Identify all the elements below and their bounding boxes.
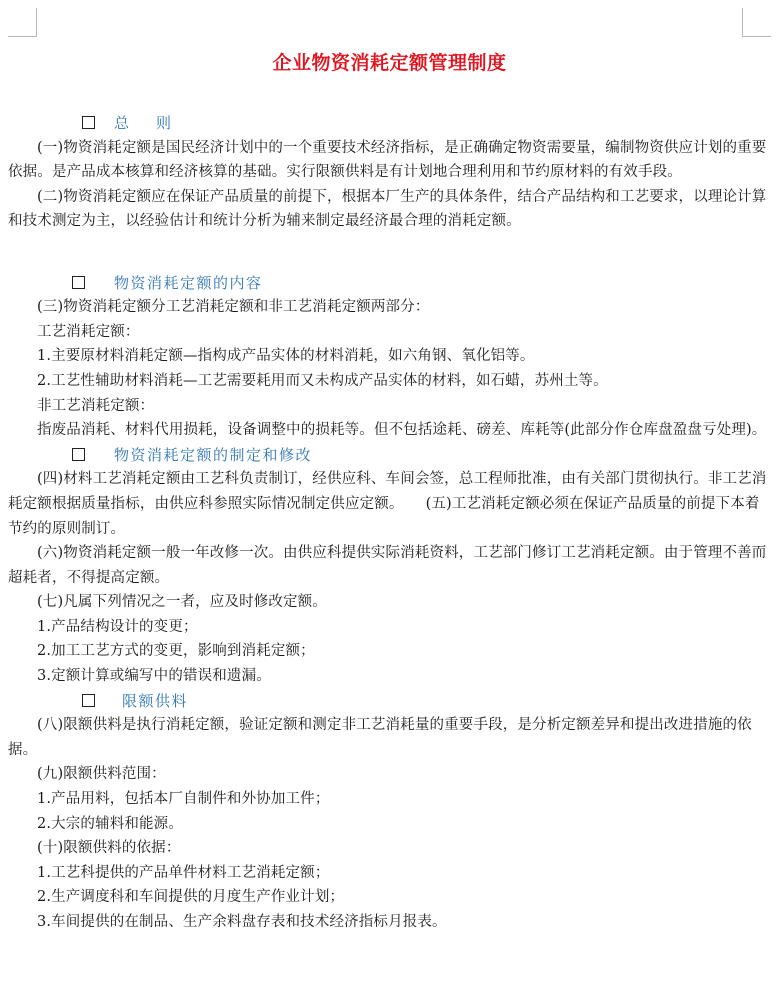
section-heading-text: 物资消耗定额的内容 xyxy=(114,273,263,292)
checkbox-icon xyxy=(72,276,85,289)
checkbox-icon xyxy=(82,694,95,707)
section-heading-content xyxy=(8,271,768,296)
paragraph-2: (二)物资消耗定额应在保证产品质量的前提下，根据本厂生产的具体条件，结合产品结构和工艺要求，以理论计算和技术测定为主，以经验估计和统计分析为辅来制定最经济最合理的消耗定额。 xyxy=(8,188,767,230)
paragraph-3: (三)物资消耗定额分工艺消耗定额和非工艺消耗定额两部分： xyxy=(37,299,430,316)
document-body xyxy=(8,111,768,935)
basis-item-3: 3.车间提供的在制品、生产余料盘存表和技术经济指标月报表。 xyxy=(37,914,447,930)
craft-label: 工艺消耗定额： xyxy=(37,323,140,340)
revise-item-3: 3.定额计算或编写中的错误和遗漏。 xyxy=(37,668,271,685)
section-heading-text: 总 则 xyxy=(114,114,178,132)
section-heading-text: 限额供料 xyxy=(122,691,189,710)
paragraph-10: (十)限额供料的依据： xyxy=(37,840,181,857)
basis-item-1: 1.工艺科提供的产品单件材料工艺消耗定额； xyxy=(37,864,330,881)
noncraft-label: 非工艺消耗定额： xyxy=(37,397,155,414)
document-title: 企业物资消耗定额管理制度 xyxy=(272,52,507,74)
section-heading-text: 物资消耗定额的制定和修改 xyxy=(114,445,313,464)
paragraph-7: (七)凡属下列情况之一者，应及时修改定额。 xyxy=(37,594,327,611)
checkbox-icon xyxy=(82,116,95,129)
revise-item-2: 2.加工工艺方式的变更，影响到消耗定额； xyxy=(37,643,315,660)
paragraph-4: (四)材料工艺消耗定额由工艺科负责制订，经供应科、车间会签，总工程师批准，由有关部门贯彻执行。非工艺消耗定额根据质量指标，由供应科参照实际情况制定供应定额。 (五)工艺消耗定额必须在保证产品质量的前提下本着节约的原则制订。 xyxy=(8,471,767,537)
page-corner-mark-top-right xyxy=(742,8,771,37)
craft-item-2: 2.工艺性辅助材料消耗—工艺需要耗用而又未构成产品实体的材料，如石蜡，苏州土等。 xyxy=(37,372,608,389)
paragraph-8: (八)限额供料是执行消耗定额，验证定额和测定非工艺消耗量的重要手段，是分析定额差异和提出改进措施的依据。 xyxy=(8,717,752,758)
section-heading-making xyxy=(8,443,768,468)
noncraft-text: 指废品消耗、材料代用损耗，设备调整中的损耗等。但不包括途耗、磅差、库耗等(此部分作仓库盘盈盘亏处理)。 xyxy=(37,422,767,439)
checkbox-icon xyxy=(72,448,85,461)
scope-item-2: 2.大宗的辅料和能源。 xyxy=(37,815,183,832)
basis-item-2: 2.生产调度科和车间提供的月度生产作业计划； xyxy=(37,889,345,906)
paragraph-1: (一)物资消耗定额是国民经济计划中的一个重要技术经济指标，是正确确定物资需要量，编制物资供应计划的重要依据。是产品成本核算和经济核算的基础。实行限额供料是有计划地合理利用和节约原材料的有效手段。 xyxy=(8,139,767,181)
scope-item-1: 1.产品用料，包括本厂自制件和外协加工件； xyxy=(37,791,330,808)
paragraph-9: (九)限额供料范围： xyxy=(37,766,166,783)
revise-item-1: 1.产品结构设计的变更； xyxy=(37,618,198,635)
craft-item-1: 1.主要原材料消耗定额—指构成产品实体的材料消耗，如六角钢、氧化铝等。 xyxy=(37,348,535,365)
page-corner-mark-top-left xyxy=(8,8,37,37)
section-heading-quota-supply xyxy=(8,689,768,714)
section-heading-general xyxy=(8,111,768,136)
paragraph-6: (六)物资消耗定额一般一年改修一次。由供应科提供实际消耗资料，工艺部门修订工艺消耗定额。由于管理不善而超耗者，不得提高定额。 xyxy=(8,545,767,586)
